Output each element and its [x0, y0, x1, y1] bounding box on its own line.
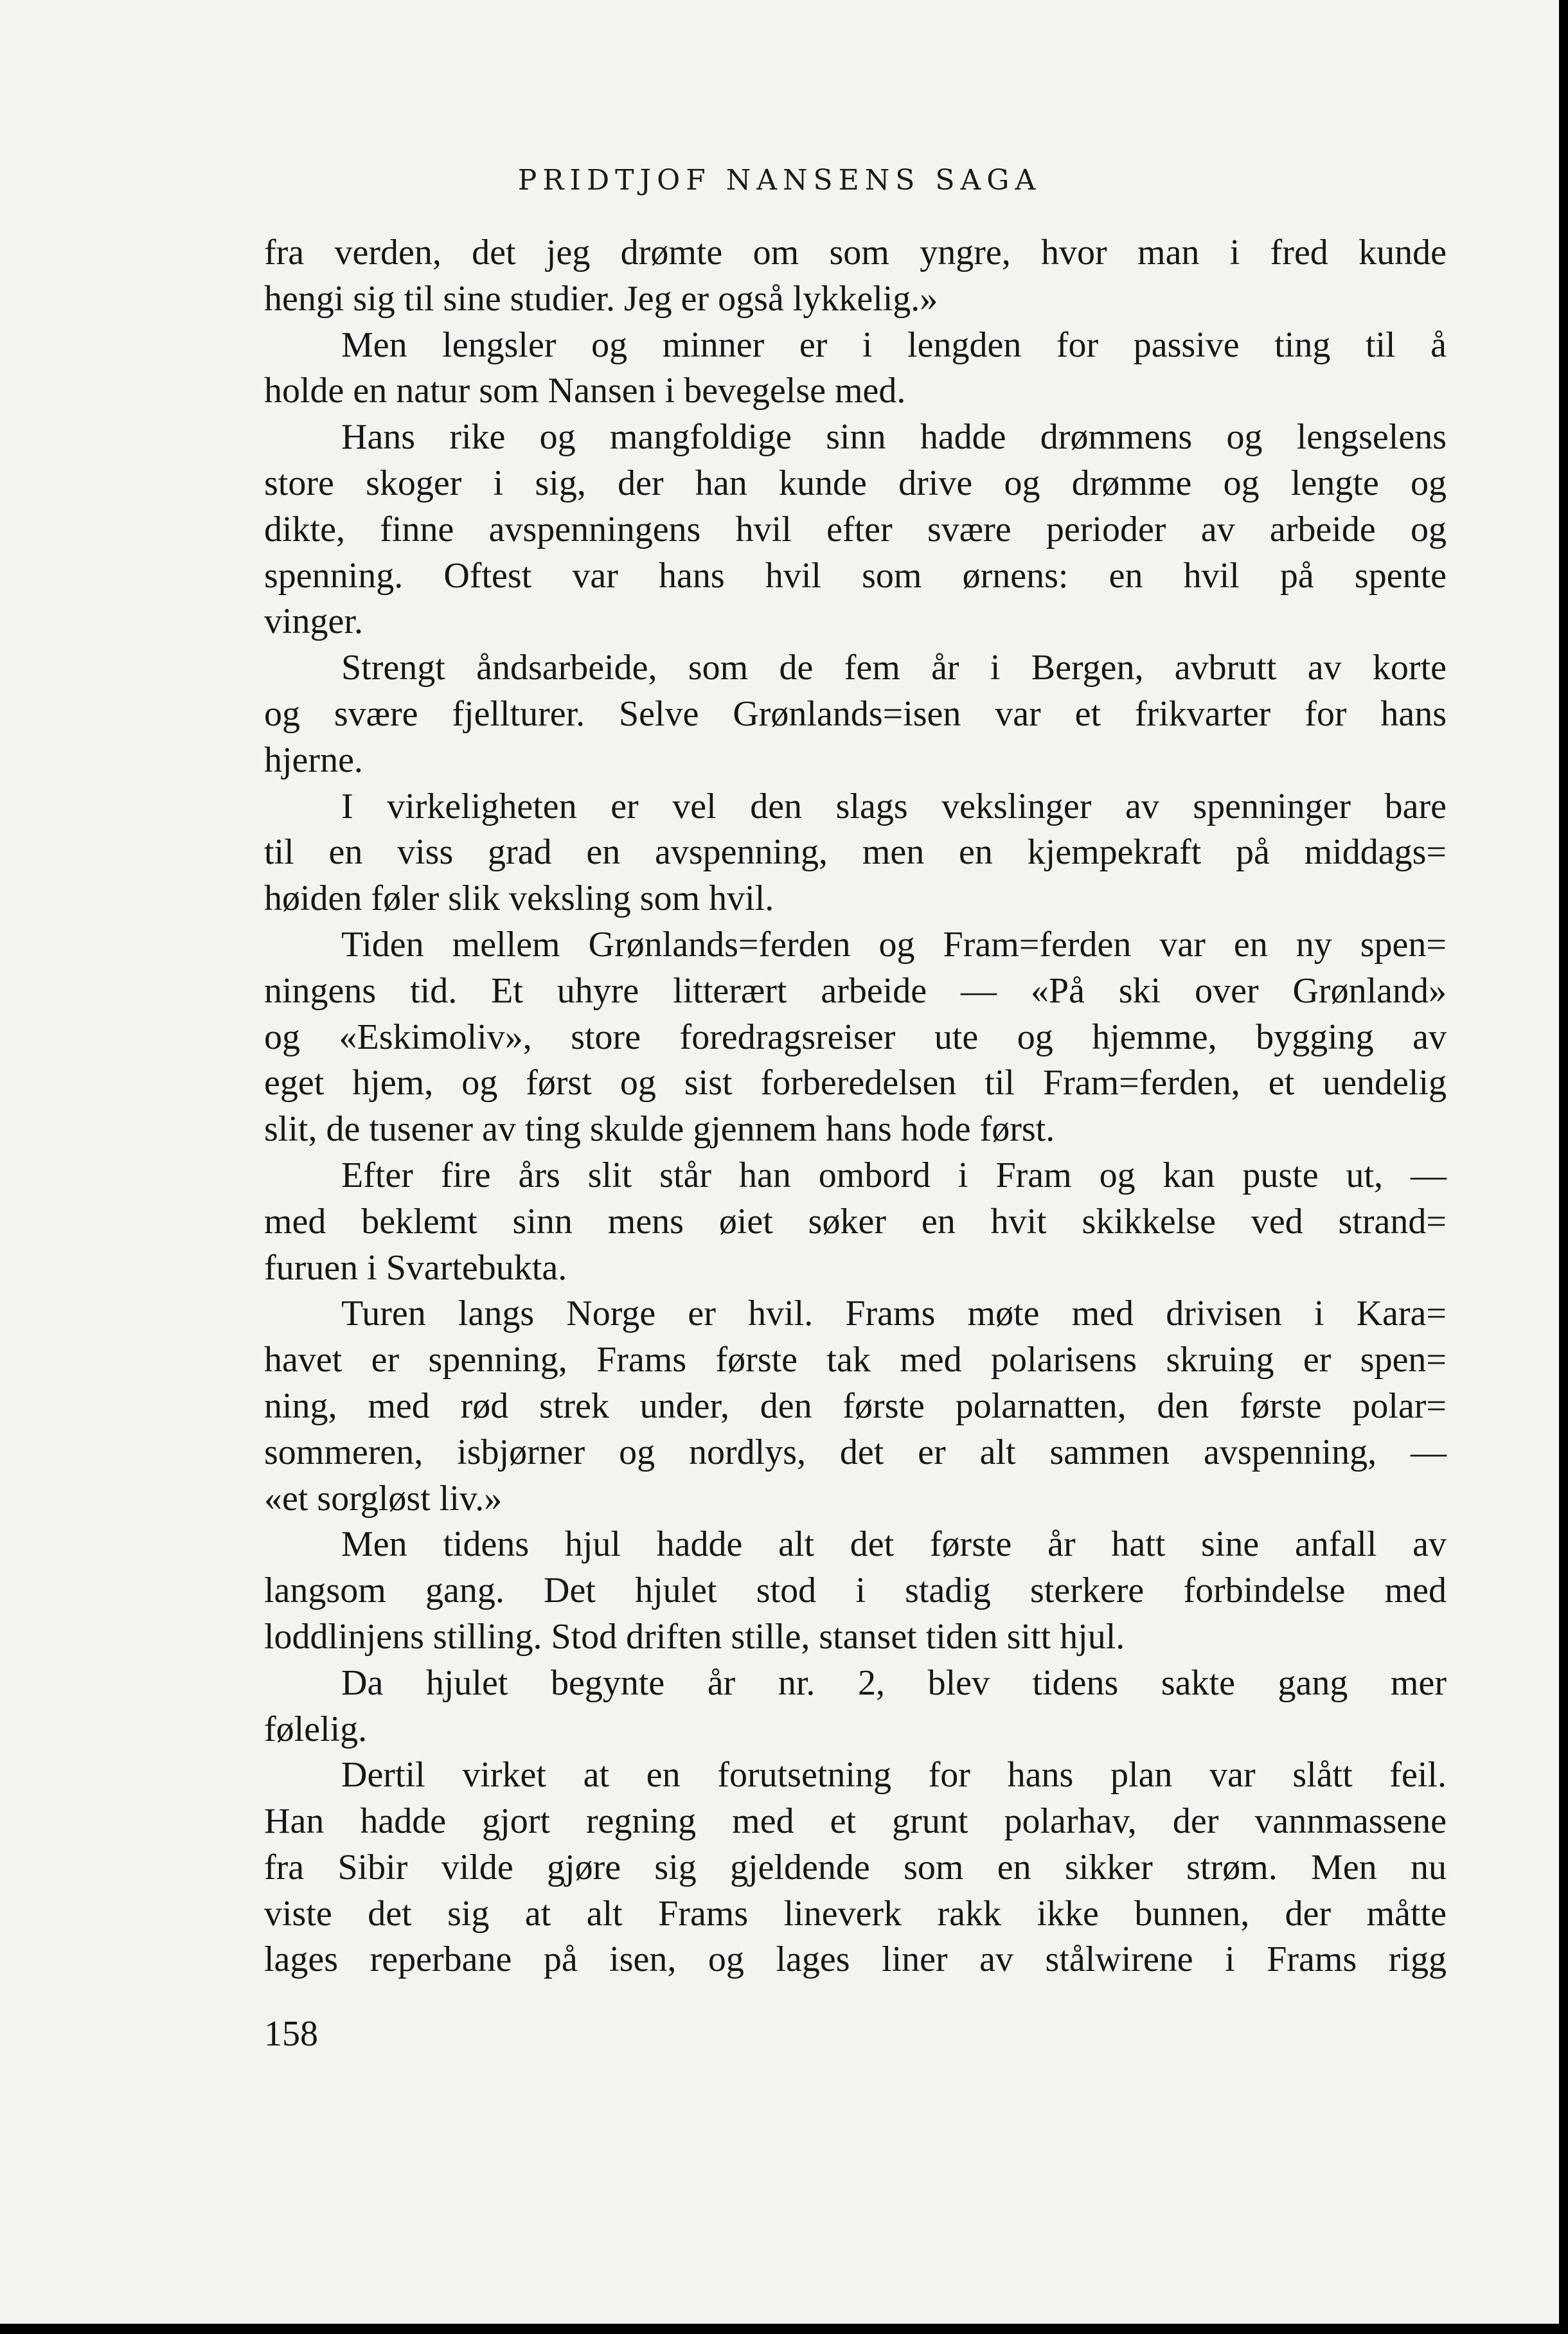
running-head: PRIDTJOF NANSENS SAGA	[517, 164, 1042, 197]
text-line: Efter fire års slit står han ombord i Fram og kan puste ut, —	[341, 1155, 1447, 1195]
text-line: ning, med rød strek under, den første polarnatten, den første polar=	[264, 1385, 1447, 1426]
text-line: hjerne.	[264, 740, 363, 780]
text-line: med beklemt sinn mens øiet søker en hvit skikkelse ved strand=	[264, 1201, 1447, 1242]
text-line: holde en natur som Nansen i bevegelse med.	[264, 371, 906, 411]
text-line: hengi sig til sine studier. Jeg er også lykkelig.»	[264, 278, 938, 319]
text-line: I virkeligheten er vel den slags vekslinger av spenninger bare	[341, 786, 1447, 826]
text-line: Men tidens hjul hadde alt det første år hatt sine anfall av	[341, 1524, 1447, 1565]
text-line: eget hjem, og først og sist forberedelsen til Fram=ferden, et uendelig	[264, 1063, 1447, 1103]
text-line: havet er spenning, Frams første tak med polarisens skruing er spen=	[264, 1340, 1447, 1380]
text-line: Men lengsler og minner er i lengden for passive ting til å	[341, 325, 1447, 365]
text-line: til en viss grad en avspenning, men en kjempekraft på middags=	[264, 832, 1447, 873]
text-line: Strengt åndsarbeide, som de fem år i Bergen, avbrutt av korte	[341, 648, 1447, 688]
text-line: høiden føler slik veksling som hvil.	[264, 878, 774, 919]
text-line: slit, de tusener av ting skulde gjennem hans hode først.	[264, 1109, 1055, 1150]
text-line: viste det sig at alt Frams lineverk rakk ikke bunnen, der måtte	[264, 1893, 1447, 1934]
page-number: 158	[264, 2014, 318, 2054]
text-line: lages reperbane på isen, og lages liner av stålwirene i Frams rigg	[264, 1939, 1447, 1980]
text-line: fra verden, det jeg drømte om som yngre, hvor man i fred kunde	[264, 233, 1447, 272]
text-line: sommeren, isbjørner og nordlys, det er alt sammen avspenning, —	[264, 1432, 1447, 1472]
text-line: og «Eskimoliv», store foredragsreiser ute og hjemme, bygging av	[264, 1017, 1447, 1057]
text-line: følelig.	[264, 1709, 368, 1749]
text-line: vinger.	[264, 601, 363, 642]
text-line: loddlinjens stilling. Stod driften stille, stanset tiden sitt hjul.	[264, 1616, 1125, 1657]
text-line: fra Sibir vilde gjøre sig gjeldende som en sikker strøm. Men nu	[264, 1847, 1447, 1887]
text-line: ningens tid. Et uhyre litterært arbeide — «På ski over Grønland»	[264, 970, 1447, 1011]
text-line: Han hadde gjort regning med et grunt polarhav, der vannmassene	[264, 1801, 1447, 1842]
text-line: Turen langs Norge er hvil. Frams møte med drivisen i Kara=	[341, 1294, 1447, 1334]
text-line: Hans rike og mangfoldige sinn hadde drømmens og lengselens	[341, 417, 1447, 458]
body-text	[264, 230, 1447, 1983]
text-line: og svære fjellturer. Selve Grønlands=isen var et frikvarter for hans	[264, 693, 1447, 734]
text-line: store skoger i sig, der han kunde drive og drømme og lengte og	[264, 463, 1447, 503]
text-line: furuen i Svartebukta.	[264, 1247, 567, 1288]
text-line: langsom gang. Det hjulet stod i stadig sterkere forbindelse med	[264, 1571, 1447, 1611]
text-line: Dertil virket at en forutsetning for hans plan var slått feil.	[341, 1755, 1447, 1795]
text-line: Tiden mellem Grønlands=ferden og Fram=ferden var en ny spen=	[341, 924, 1447, 965]
text-line: «et sorgløst liv.»	[264, 1478, 503, 1519]
text-line: dikte, finne avspenningens hvil efter svære perioder av arbeide og	[264, 509, 1447, 549]
text-line: Da hjulet begynte år nr. 2, blev tidens sakte gang mer	[341, 1662, 1447, 1703]
text-line: spenning. Oftest var hans hvil som ørnens: en hvil på spente	[264, 555, 1447, 596]
